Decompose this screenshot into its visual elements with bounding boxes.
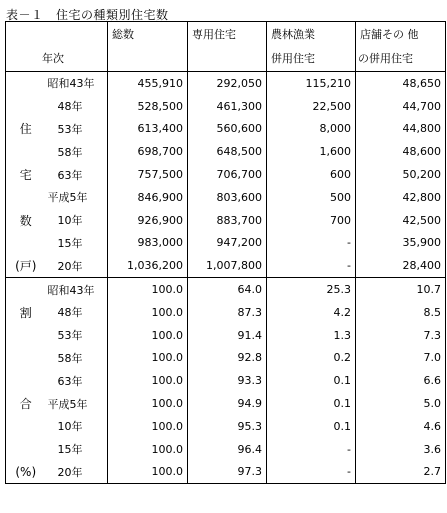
year-cell: 20年 [46, 461, 108, 484]
year-cell: 20年 [46, 254, 108, 277]
header-shop-bottom [356, 45, 446, 72]
value-c4: 10.7 [356, 278, 446, 301]
value-c4: 48,650 [356, 72, 446, 95]
value-c3: 600 [267, 163, 356, 186]
header-total-label: 総数 [112, 28, 134, 41]
table-header [6, 22, 446, 72]
header-agri-label-1: 農林漁業 [271, 28, 315, 41]
value-c4: 5.0 [356, 392, 446, 415]
value-c3: - [267, 232, 356, 255]
table-title: 表－１ 住宅の種類別住宅数 [6, 8, 169, 22]
value-c4: 35,900 [356, 232, 446, 255]
value-c2: 560,600 [188, 118, 267, 141]
housing-type-table [5, 21, 446, 484]
table-row [6, 209, 446, 232]
side-label [6, 415, 46, 438]
year-cell: 15年 [57, 236, 83, 250]
year-cell: 10年 [57, 214, 83, 228]
year-cell: 10年 [57, 420, 83, 434]
value-c1: 926,900 [108, 209, 188, 232]
value-c4: 28,400 [356, 254, 446, 277]
value-c4: 3.6 [356, 438, 446, 461]
value-c3: 0.1 [267, 369, 356, 392]
value-c1: 100.0 [108, 324, 188, 347]
value-c2: 96.4 [188, 438, 267, 461]
value-c4: 44,800 [356, 118, 446, 141]
table-row [6, 72, 446, 95]
side-label [6, 95, 46, 118]
year-cell: 58年 [57, 351, 83, 365]
value-c2: 1,007,800 [188, 254, 267, 277]
side-label [6, 347, 46, 370]
table-row [6, 163, 446, 186]
value-c3: 0.2 [267, 347, 356, 370]
value-c3: 115,210 [267, 72, 356, 95]
table-row [6, 232, 446, 255]
header-total [108, 22, 188, 46]
value-c4: 2.7 [356, 461, 446, 484]
value-c4: 8.5 [356, 301, 446, 324]
value-c2: 93.3 [188, 369, 267, 392]
side-label [6, 186, 46, 209]
side-label [6, 324, 46, 347]
value-c1: 1,036,200 [108, 254, 188, 277]
value-c3: - [267, 254, 356, 277]
value-c2: 803,600 [188, 186, 267, 209]
value-c4: 7.0 [356, 347, 446, 370]
value-c1: 698,700 [108, 140, 188, 163]
table-row [6, 461, 446, 484]
year-cell: 昭和43年 [47, 77, 95, 91]
year-cell: 平成5年 [47, 191, 88, 205]
table-row [6, 140, 446, 163]
value-c1: 846,900 [108, 186, 188, 209]
header-year-label: 年次 [42, 52, 64, 65]
table-row [6, 278, 446, 301]
value-c4: 4.6 [356, 415, 446, 438]
table-row [6, 186, 446, 209]
table-row [6, 438, 446, 461]
side-label [6, 278, 46, 301]
table-row [6, 392, 446, 415]
value-c3: 500 [267, 186, 356, 209]
side-label [6, 369, 46, 392]
year-cell: 15年 [57, 443, 83, 457]
value-c2: 64.0 [188, 278, 267, 301]
side-label: 割 [6, 301, 46, 324]
value-c2: 947,200 [188, 232, 267, 255]
side-label [6, 438, 46, 461]
value-c4: 6.6 [356, 369, 446, 392]
header-shop [356, 22, 446, 46]
side-label: 住 [6, 118, 46, 141]
value-c1: 100.0 [108, 278, 188, 301]
value-c1: 100.0 [108, 369, 188, 392]
value-c2: 95.3 [188, 415, 267, 438]
side-label: 数 [6, 209, 46, 232]
table-row [6, 254, 446, 277]
side-label: 合 [6, 392, 46, 415]
header-agri-label-2: 併用住宅 [271, 52, 315, 65]
header-year-cell [6, 22, 108, 46]
header-dedicated [188, 22, 267, 46]
header-shop-label-2: の併用住宅 [358, 52, 413, 65]
header-agri [267, 22, 356, 46]
value-c1: 100.0 [108, 392, 188, 415]
header-year-cell-bottom [6, 45, 108, 72]
value-c2: 706,700 [188, 163, 267, 186]
table-body [6, 72, 446, 484]
header-shop-label-1: 店舗その 他 [360, 28, 419, 41]
side-label: (%) [6, 461, 46, 484]
value-c3: - [267, 438, 356, 461]
table-row [6, 301, 446, 324]
year-cell: 63年 [57, 374, 83, 388]
value-c3: - [267, 461, 356, 484]
table-row [6, 324, 446, 347]
value-c1: 983,000 [108, 232, 188, 255]
value-c3: 25.3 [267, 278, 356, 301]
value-c1: 100.0 [108, 438, 188, 461]
table-row [6, 347, 446, 370]
value-c2: 92.8 [188, 347, 267, 370]
value-c2: 461,300 [188, 95, 267, 118]
value-c4: 7.3 [356, 324, 446, 347]
year-cell: 58年 [57, 145, 83, 159]
year-cell: 48年 [57, 306, 83, 320]
value-c2: 87.3 [188, 301, 267, 324]
header-dedicated-label: 専用住宅 [192, 28, 236, 41]
value-c2: 648,500 [188, 140, 267, 163]
value-c4: 44,700 [356, 95, 446, 118]
side-label: 宅 [6, 163, 46, 186]
value-c4: 48,600 [356, 140, 446, 163]
value-c2: 292,050 [188, 72, 267, 95]
table-row [6, 369, 446, 392]
value-c3: 0.1 [267, 415, 356, 438]
side-label [6, 140, 46, 163]
table-row [6, 118, 446, 141]
year-cell: 昭和43年 [46, 278, 108, 301]
value-c1: 613,400 [108, 118, 188, 141]
value-c4: 50,200 [356, 163, 446, 186]
value-c4: 42,800 [356, 186, 446, 209]
value-c3: 700 [267, 209, 356, 232]
value-c3: 1.3 [267, 324, 356, 347]
side-label [6, 72, 46, 95]
year-cell: 63年 [57, 168, 83, 182]
value-c1: 100.0 [108, 347, 188, 370]
side-label [6, 232, 46, 255]
value-c1: 100.0 [108, 301, 188, 324]
value-c2: 97.3 [188, 461, 267, 484]
value-c1: 528,500 [108, 95, 188, 118]
header-dedicated-bottom [188, 45, 267, 72]
year-cell: 53年 [57, 329, 83, 343]
value-c3: 0.1 [267, 392, 356, 415]
value-c1: 100.0 [108, 415, 188, 438]
value-c3: 22,500 [267, 95, 356, 118]
value-c1: 455,910 [108, 72, 188, 95]
value-c2: 91.4 [188, 324, 267, 347]
value-c2: 883,700 [188, 209, 267, 232]
table-row [6, 415, 446, 438]
value-c4: 42,500 [356, 209, 446, 232]
value-c1: 100.0 [108, 461, 188, 484]
year-cell: 48年 [57, 100, 83, 114]
value-c2: 94.9 [188, 392, 267, 415]
table-row [6, 95, 446, 118]
year-cell: 53年 [57, 122, 83, 136]
value-c1: 757,500 [108, 163, 188, 186]
year-cell: 平成5年 [47, 397, 88, 411]
header-total-bottom [108, 45, 188, 72]
side-label: (戸) [6, 254, 46, 277]
value-c3: 4.2 [267, 301, 356, 324]
value-c3: 1,600 [267, 140, 356, 163]
value-c3: 8,000 [267, 118, 356, 141]
header-agri-bottom [267, 45, 356, 72]
